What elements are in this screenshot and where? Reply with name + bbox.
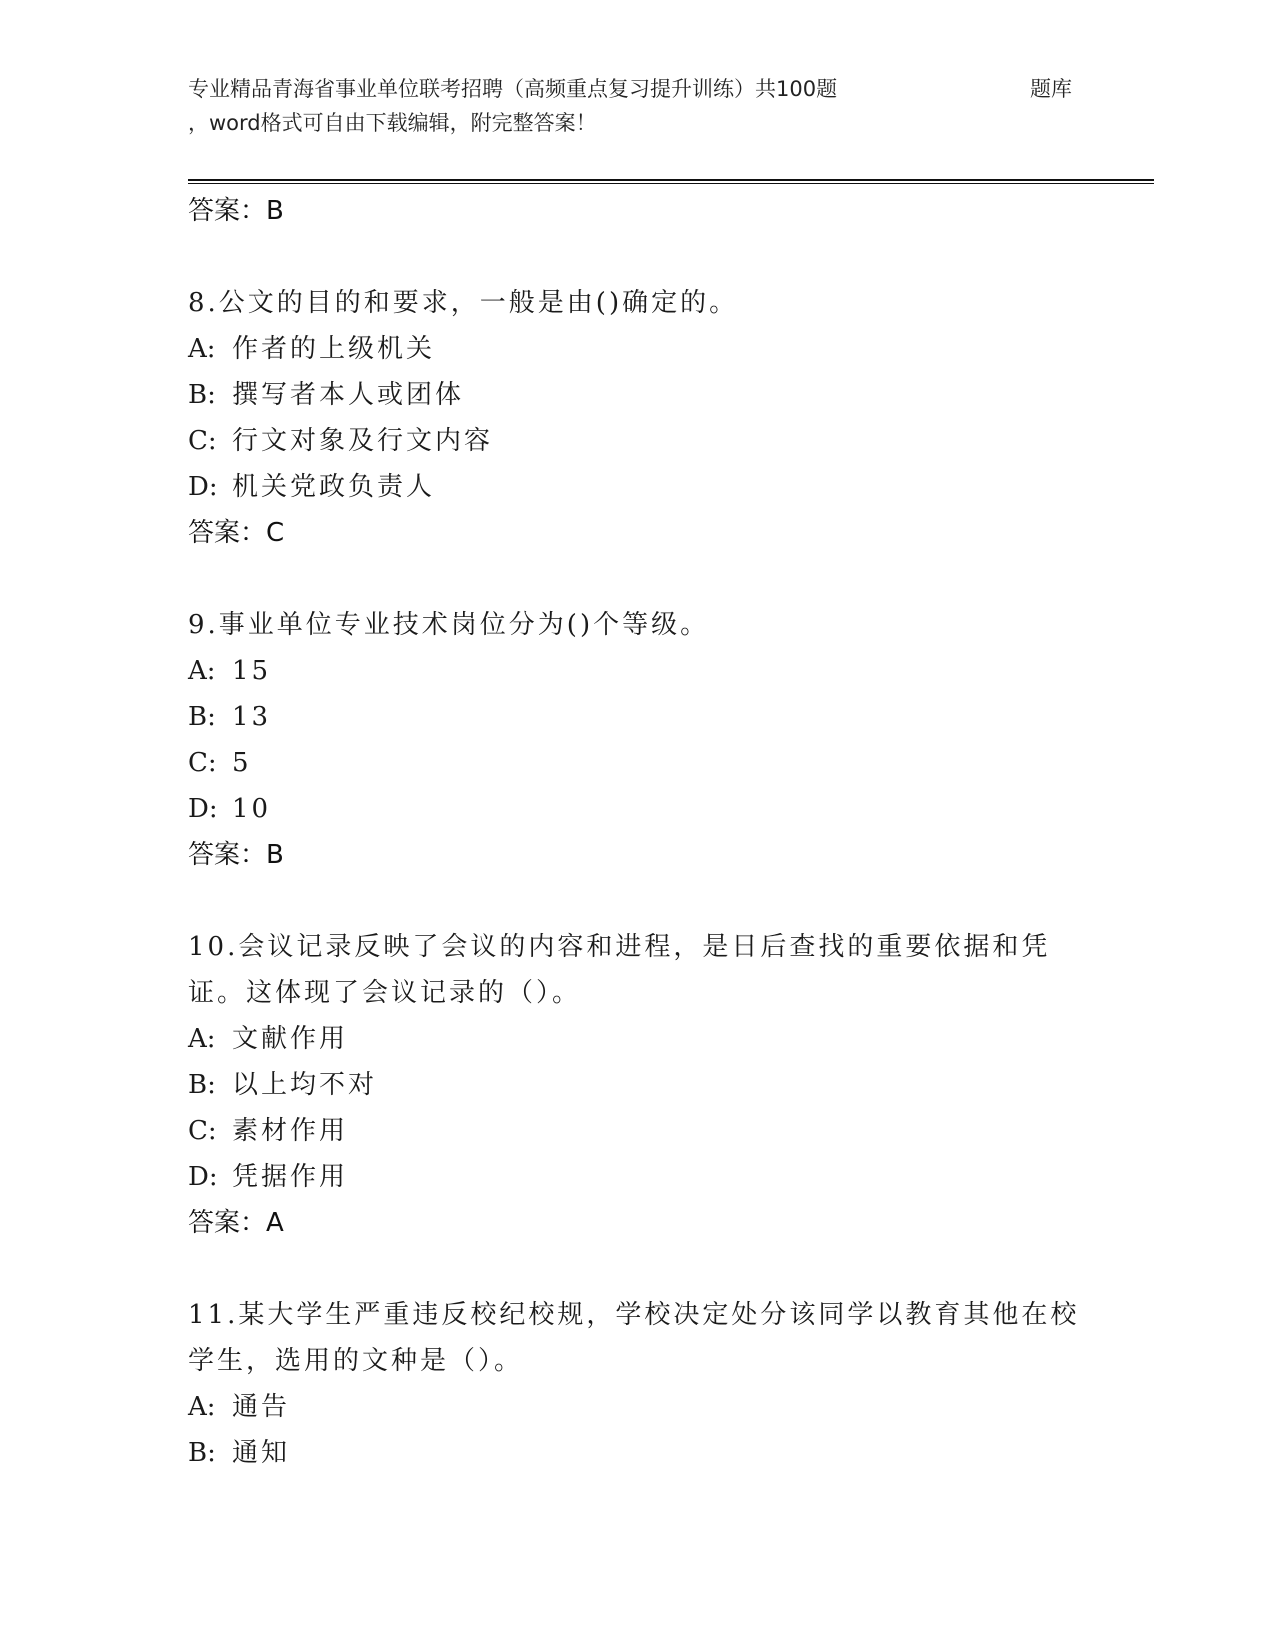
option-text: 作者的上级机关: [232, 334, 436, 364]
option-text: 5: [232, 748, 252, 778]
option-a: [188, 326, 1088, 372]
option-letter: C:: [188, 1116, 217, 1146]
option-text: 撰写者本人或团体: [232, 380, 465, 410]
question-text: 8.公文的目的和要求，一般是由()确定的。: [188, 288, 739, 318]
option-letter: D:: [188, 472, 218, 502]
header-rule-thick: [188, 179, 1154, 181]
answer-line: 答案：C: [188, 518, 285, 548]
option-text: 凭据作用: [232, 1162, 349, 1192]
option-c: [188, 1108, 1088, 1154]
answer-line: 答案：B: [188, 196, 284, 226]
header-rule-thin: [188, 183, 1154, 184]
option-letter: B:: [188, 702, 216, 732]
option-letter: B:: [188, 1070, 216, 1100]
option-text: 13: [232, 702, 272, 732]
option-letter: A:: [188, 1024, 216, 1054]
option-text: 行文对象及行文内容: [232, 426, 494, 456]
option-letter: C:: [188, 426, 217, 456]
option-b: [188, 1430, 1088, 1476]
answer-line: 答案：A: [188, 1208, 284, 1238]
page-header: [188, 72, 1088, 140]
option-letter: B:: [188, 380, 216, 410]
option-letter: A:: [188, 1392, 216, 1422]
option-letter: A:: [188, 656, 216, 686]
option-letter: C:: [188, 748, 217, 778]
question-block: [188, 280, 1088, 556]
option-text: 通知: [232, 1438, 291, 1468]
option-text: 机关党政负责人: [232, 472, 436, 502]
option-letter: A:: [188, 334, 216, 364]
option-text: 10: [232, 794, 272, 824]
option-c: [188, 418, 1088, 464]
option-c: [188, 740, 1088, 786]
header-tag: 题库: [1030, 77, 1072, 101]
option-a: [188, 648, 1088, 694]
option-letter: B:: [188, 1438, 216, 1468]
option-a: [188, 1384, 1088, 1430]
option-a: [188, 1016, 1088, 1062]
option-letter: D:: [188, 794, 218, 824]
question-text: 10.会议记录反映了会议的内容和进程，是日后查找的重要依据和凭证。这体现了会议记录的（）。: [188, 932, 1051, 1008]
option-d: [188, 1154, 1088, 1200]
option-text: 素材作用: [232, 1116, 349, 1146]
question-block: [188, 924, 1088, 1246]
header-line-2: ，word格式可自由下载编辑，附完整答案！: [188, 111, 597, 135]
question-text: 11.某大学生严重违反校纪校规，学校决定处分该同学以教育其他在校学生，选用的文种是（）。: [188, 1300, 1080, 1376]
question-text: 9.事业单位专业技术岗位分为()个等级。: [188, 610, 710, 640]
answer-line: 答案：B: [188, 840, 284, 870]
question-block: [188, 602, 1088, 878]
header-line-1: [188, 72, 1088, 106]
option-text: 通告: [232, 1392, 291, 1422]
option-text: 文献作用: [232, 1024, 349, 1054]
option-b: [188, 1062, 1088, 1108]
option-b: [188, 372, 1088, 418]
question-block: [188, 1292, 1088, 1476]
option-d: [188, 786, 1088, 832]
option-text: 以上均不对: [232, 1070, 378, 1100]
option-b: [188, 694, 1088, 740]
option-text: 15: [232, 656, 272, 686]
option-d: [188, 464, 1088, 510]
option-letter: D:: [188, 1162, 218, 1192]
question-list: [188, 188, 1088, 1476]
header-title: 专业精品青海省事业单位联考招聘（高频重点复习提升训练）共100题: [188, 77, 838, 101]
